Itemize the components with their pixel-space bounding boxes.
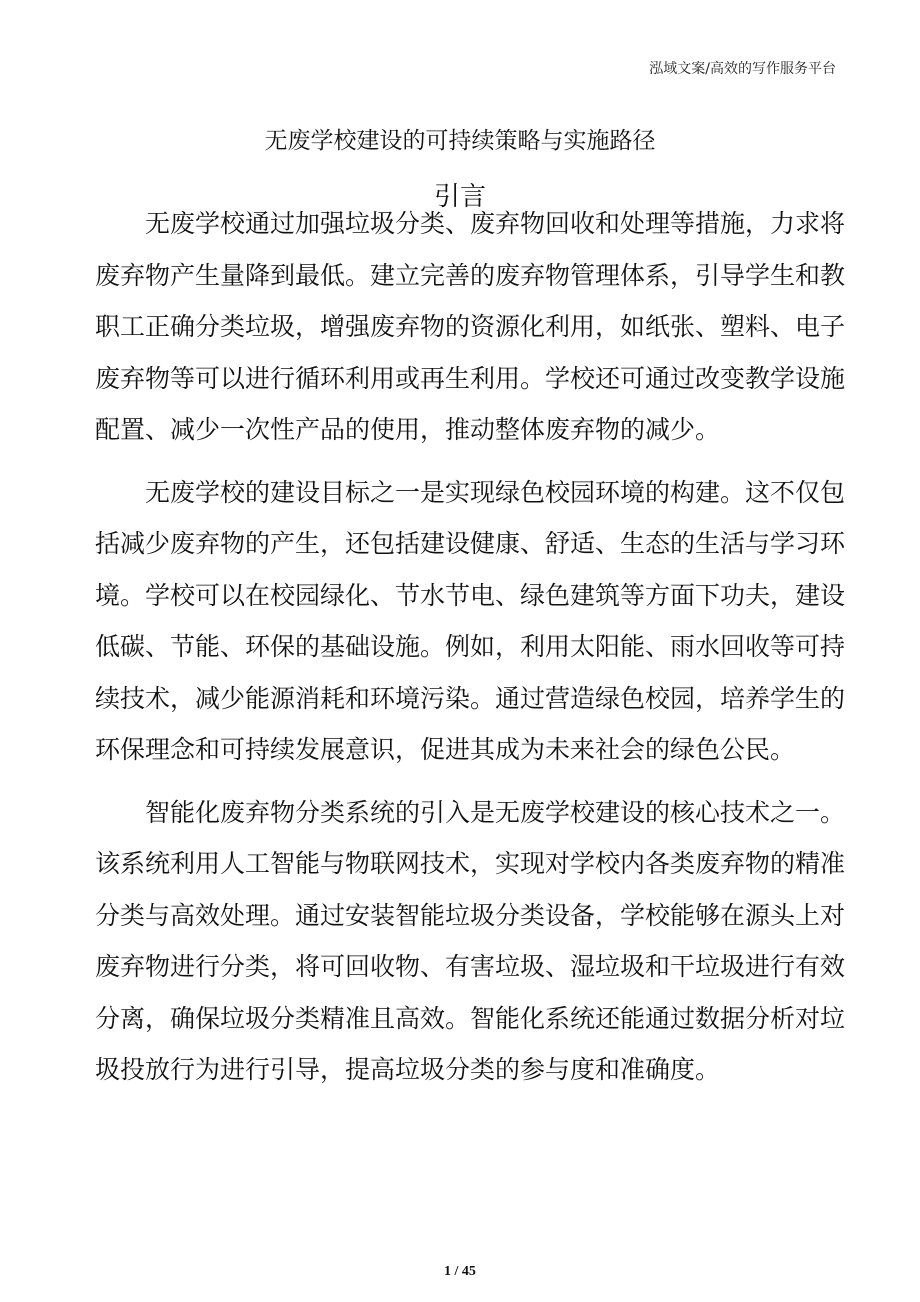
section-heading: 引言 [433, 182, 486, 212]
text-line: 无废学校的建设目标之一是实现绿色校园环境的构建。这不仅包 [95, 477, 846, 507]
text-line: 低碳、节能、环保的基础设施。例如，利用太阳能、雨水回收等可持 [95, 632, 846, 661]
text-line: 境。学校可以在校园绿化、节水节电、绿色建筑等方面下功夫，建设 [95, 580, 846, 610]
text-line: 废弃物进行分类，将可回收物、有害垃圾、湿垃圾和干垃圾进行有效 [95, 952, 846, 981]
text-line: 职工正确分类垃圾，增强废弃物的资源化利用，如纸张、塑料、电子 [95, 312, 846, 341]
paragraph-2 [95, 475, 846, 784]
text-line: 废弃物产生量降到最低。建立完善的废弃物管理体系，引导学生和教 [95, 260, 846, 290]
text-line: 该系统利用人工智能与物联网技术，实现对学校内各类废弃物的精准 [95, 849, 846, 878]
text-line: 分类与高效处理。通过安装智能垃圾分类设备，学校能够在源头上对 [95, 900, 846, 930]
page-number: 1 / 45 [444, 1264, 476, 1279]
text-line: 分离，确保垃圾分类精准且高效。智能化系统还能通过数据分析对垃 [95, 1003, 846, 1033]
text-line: 括减少废弃物的产生，还包括建设健康、舒适、生态的生活与学习环 [95, 529, 846, 558]
text-line: 无废学校通过加强垃圾分类、废弃物回收和处理等措施，力求将 [95, 209, 846, 238]
document-title: 无废学校建设的可持续策略与实施路径 [264, 128, 656, 154]
document-body [95, 206, 846, 1115]
paragraph-3 [95, 795, 846, 1104]
text-line: 配置、减少一次性产品的使用，推动整体废弃物的减少。 [95, 415, 721, 444]
text-line: 环保理念和可持续发展意识，促进其成为未来社会的绿色公民。 [95, 735, 796, 764]
paragraph-1 [95, 206, 846, 464]
site-header: 泓域文案/高效的写作服务平台 [649, 61, 836, 77]
text-line: 智能化废弃物分类系统的引入是无废学校建设的核心技术之一。 [95, 797, 846, 827]
text-line: 圾投放行为进行引导，提高垃圾分类的参与度和准确度。 [95, 1055, 721, 1084]
text-line: 续技术，减少能源消耗和环境污染。通过营造绿色校园，培养学生的 [95, 683, 846, 713]
text-line: 废弃物等可以进行循环利用或再生利用。学校还可通过改变教学设施 [95, 363, 846, 393]
